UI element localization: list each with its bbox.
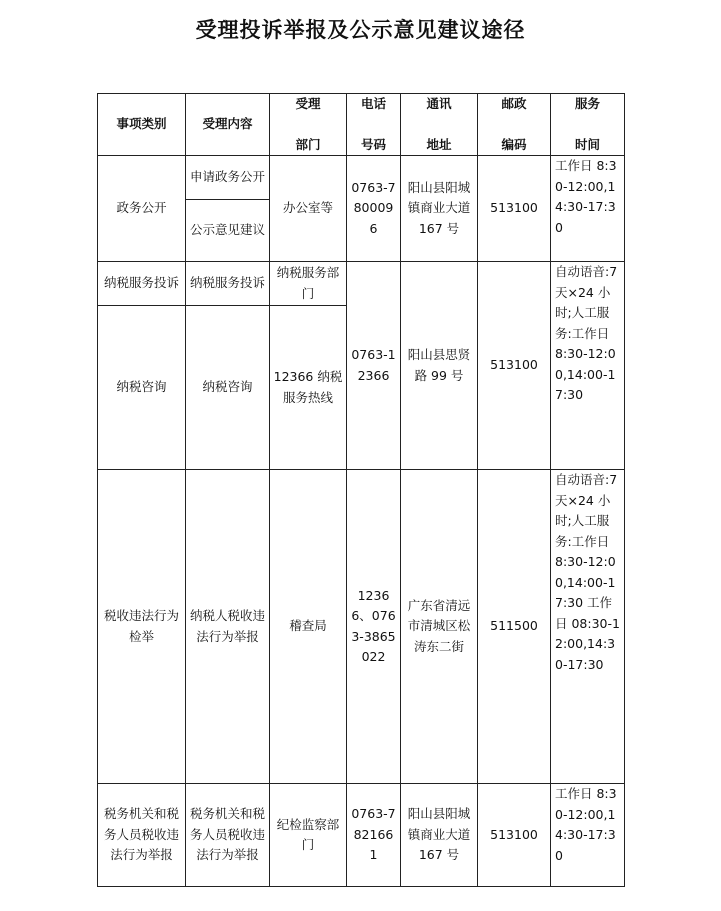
cell-hours: 工作日 8:30-12:00,14:30-17:30 [551,156,625,262]
cell-hours: 工作日 8:30-12:00,14:30-17:30 [551,784,625,887]
table-row [98,262,625,306]
cell-department: 稽查局 [270,470,347,784]
table-row [98,156,625,200]
cell-category: 政务公开 [98,156,186,262]
header-phone: 电话 号码 [347,94,401,156]
cell-department: 纪检监察部门 [270,784,347,887]
cell-phone: 12366、0763-3865022 [347,470,401,784]
cell-category: 纳税服务投诉 [98,262,186,306]
cell-content: 纳税服务投诉 [186,262,270,306]
header-content: 受理内容 [186,94,270,156]
header-hours: 服务 时间 [551,94,625,156]
cell-postcode: 511500 [478,470,551,784]
cell-hours: 自动语音:7 天×24 小时;人工服务:工作日 8:30-12:00,14:00-17:30 工作日 08:30-12:00,14:30-17:30 [551,470,625,784]
page-title: 受理投诉举报及公示意见建议途径 [195,18,526,42]
cell-content: 纳税人税收违法行为举报 [186,470,270,784]
header-department: 受理 部门 [270,94,347,156]
cell-address: 广东省清远市清城区松涛东二街 [401,470,478,784]
cell-address: 阳山县阳城镇商业大道 167 号 [401,156,478,262]
cell-content: 税务机关和税务人员税收违法行为举报 [186,784,270,887]
cell-address: 阳山县阳城镇商业大道 167 号 [401,784,478,887]
cell-phone: 0763-12366 [347,262,401,470]
table-row [98,784,625,887]
complaint-channels-table [97,93,625,887]
cell-department: 纳税服务部门 [270,262,347,306]
cell-category: 税务机关和税务人员税收违法行为举报 [98,784,186,887]
header-postcode: 邮政 编码 [478,94,551,156]
cell-department: 12366 纳税服务热线 [270,306,347,470]
cell-phone: 0763-7821661 [347,784,401,887]
cell-category: 税收违法行为检举 [98,470,186,784]
cell-postcode: 513100 [478,156,551,262]
header-category: 事项类别 [98,94,186,156]
cell-postcode: 513100 [478,784,551,887]
cell-address: 阳山县思贤路 99 号 [401,262,478,470]
header-address: 通讯 地址 [401,94,478,156]
cell-category: 纳税咨询 [98,306,186,470]
cell-content: 纳税咨询 [186,306,270,470]
header-row [98,94,625,156]
cell-content: 申请政务公开 [186,156,270,200]
cell-hours: 自动语音:7 天×24 小时;人工服务:工作日 8:30-12:00,14:00-17:30 [551,262,625,470]
cell-phone: 0763-7800096 [347,156,401,262]
cell-postcode: 513100 [478,262,551,470]
table-row [98,470,625,784]
cell-department: 办公室等 [270,156,347,262]
cell-content: 公示意见建议 [186,200,270,262]
